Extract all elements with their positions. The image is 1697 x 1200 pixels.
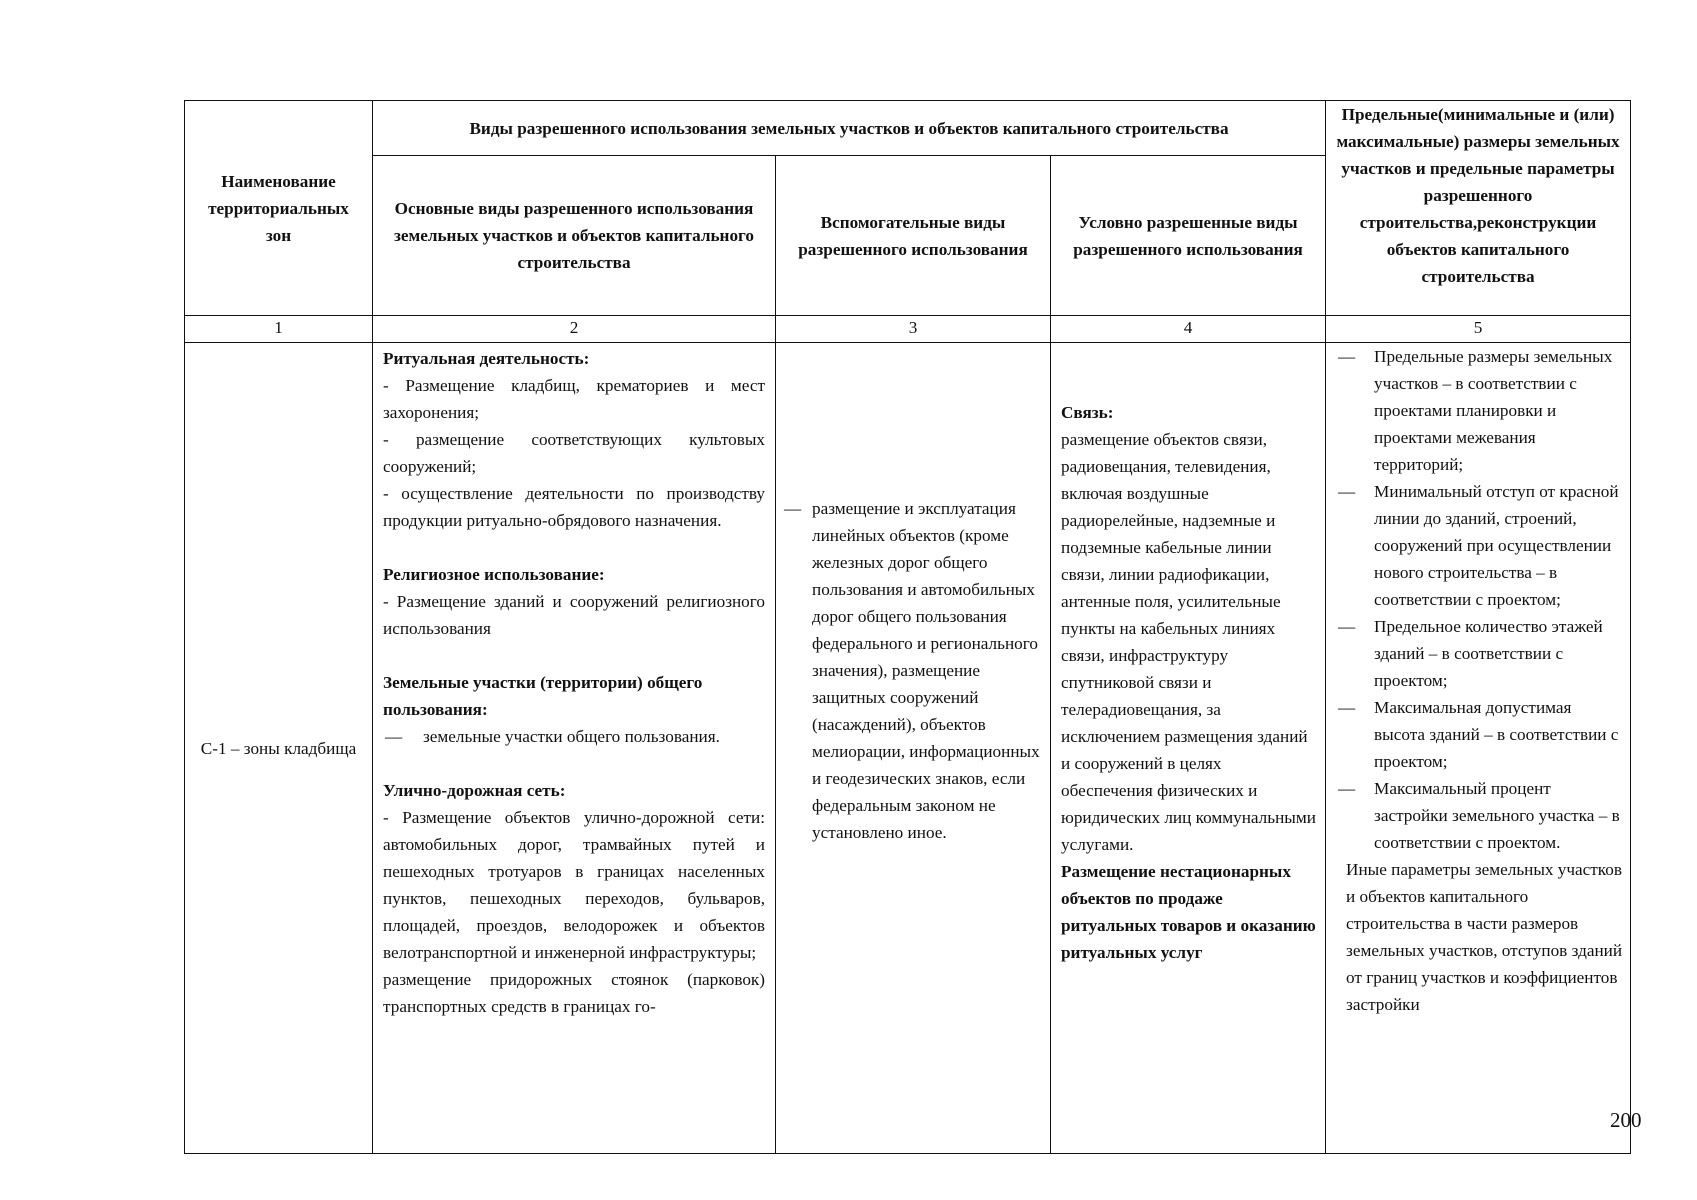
- paragraph: размещение придорожных стоянок (парковок) транспортных средств в границах го-: [383, 970, 765, 1016]
- auxiliary-uses-cell: [776, 343, 1051, 1154]
- parameters-cell: [1326, 343, 1631, 1154]
- conditional-uses-cell: [1051, 343, 1326, 1154]
- header-col3: Вспомогательные виды разрешенного использования: [776, 156, 1051, 316]
- main-uses-cell: [373, 343, 776, 1154]
- section-heading: Религиозное использование:: [383, 565, 605, 584]
- list-item: — Минимальный отступ от красной линии до зданий, строений, сооружений при осуществлении нового строительства – в соответствии с проектом;: [1334, 478, 1624, 613]
- header-col2: Основные виды разрешенного использования земельных участков и объектов капитального строительства: [373, 156, 776, 316]
- list-item: — Максимальный процент застройки земельного участка – в соответствии с проектом.: [1334, 775, 1624, 856]
- section-heading: Ритуальная деятельность:: [383, 349, 590, 368]
- paragraph: - Размещение кладбищ, крематориев и мест захоронения;: [383, 376, 765, 422]
- column-number: 2: [373, 316, 776, 343]
- table-row: [185, 343, 1631, 1154]
- paragraph: - осуществление деятельности по производству продукции ритуально-обрядового назначения.: [383, 484, 765, 530]
- list-item: — Максимальная допустимая высота зданий – в соответствии с проектом;: [1334, 694, 1624, 775]
- section-heading: Размещение нестационарных объектов по продаже ритуальных товаров и оказанию ритуальных услуг: [1061, 862, 1316, 962]
- page-number: 200: [1610, 1108, 1642, 1132]
- section-heading: Улично-дорожная сеть:: [383, 781, 566, 800]
- header-group-title: Виды разрешенного использования земельных участков и объектов капитального строительства: [373, 101, 1326, 156]
- list-item: — Предельное количество этажей зданий – в соответствии с проектом;: [1334, 613, 1624, 694]
- zone-cell: С-1 – зоны кладбища: [185, 343, 373, 1154]
- paragraph: Иные параметры земельных участков и объектов капитального строительства в части размеров земельных участков, отступов зданий от границ участков и коэффициентов застройки: [1346, 860, 1623, 1014]
- paragraph: размещение объектов связи, радиовещания, телевидения, включая воздушные радиорелейные, надземные и подземные кабельные линии связи, линии радиофикации, антенные поля, усилительные пункты на кабельных линиях связи, инфраструктуру спутниковой связи и телерадиовещания, за исключением размещения зданий и сооружений в целях обеспечения физических и юридических лиц коммунальными услугами.: [1061, 430, 1316, 854]
- zoning-table: [184, 100, 1631, 1154]
- paragraph: - размещение соответствующих культовых сооружений;: [383, 430, 765, 476]
- section-heading: Земельные участки (территории) общего пользования:: [383, 673, 703, 719]
- column-number: 4: [1051, 316, 1326, 343]
- list-item: — земельные участки общего пользования.: [383, 723, 765, 750]
- column-number: 5: [1326, 316, 1631, 343]
- paragraph: - Размещение зданий и сооружений религиозного использования: [383, 592, 765, 638]
- header-col5: Предельные(минимальные и (или) максимальные) размеры земельных участков и предельные параметры разрешенного строительства,реконструкции объектов капитального строительства: [1326, 101, 1631, 316]
- paragraph: - Размещение объектов улично-дорожной сети: автомобильных дорог, трамвайных путей и пешеходных тротуаров в границах населенных пунктов, пешеходных переходов, бульваров, площадей, проездов, велодорожек и объектов велотранспортной и инженерной инфраструктуры;: [383, 808, 765, 962]
- section-heading: Связь:: [1061, 403, 1114, 422]
- list-item: — Предельные размеры земельных участков – в соответствии с проектами планировки и проектами межевания территорий;: [1334, 343, 1624, 478]
- header-zone-name: Наименование территориальных зон: [185, 101, 373, 316]
- parameters-list: [1334, 343, 1624, 856]
- header-col4: Условно разрешенные виды разрешенного использования: [1051, 156, 1326, 316]
- list-item: — размещение и эксплуатация линейных объектов (кроме железных дорог общего пользования и автомобильных дорог общего пользования федерального и регионального значения), размещение защитных сооружений (насаждений), объектов мелиорации, информационных и геодезических знаков, если федеральным законом не установлено иное.: [784, 495, 1042, 846]
- column-number: 1: [185, 316, 373, 343]
- column-number: 3: [776, 316, 1051, 343]
